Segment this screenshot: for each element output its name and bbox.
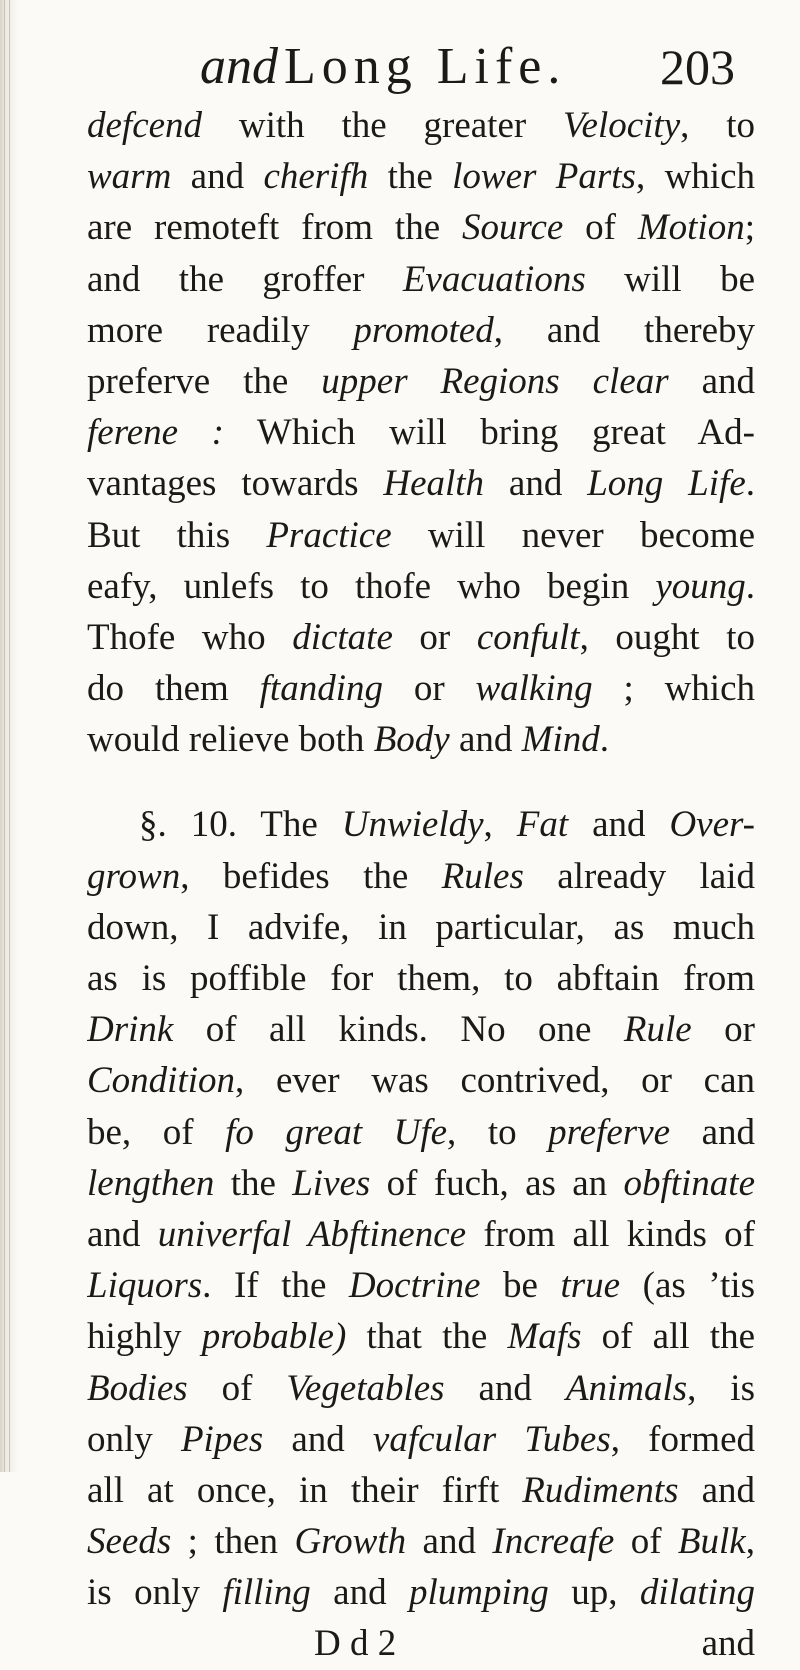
text-run: and [449,719,522,761]
paragraph-2 [87,799,755,1618]
italic-text: Practice [266,514,392,556]
text-run: ; then [171,1521,295,1563]
italic-text: Unwieldy [341,804,484,846]
text-run: only [87,1418,181,1460]
text-line [87,1055,755,1106]
text-run: , to [447,1111,549,1153]
text-run: , [483,804,517,846]
italic-text: Motion [637,207,745,249]
italic-text: dictate [292,616,393,658]
text-run: (as ’tis [620,1265,755,1307]
text-run: and [171,156,264,198]
text-run: as is poffible for them, to abftain from [87,958,755,999]
italic-text: obftinate [623,1162,755,1204]
text-line [87,202,755,253]
text-line [87,561,755,612]
italic-text: filling [222,1572,311,1614]
italic-text: Drink [87,1009,174,1051]
text-run: and [87,1213,158,1255]
text-run: eafy, unlefs to thofe who begin [87,565,656,607]
text-run: do them [87,668,260,710]
italic-text: promoted [353,309,494,351]
text-run: Thofe who [87,616,293,658]
text-run: more readily [87,309,354,351]
italic-text: plumping [409,1572,549,1614]
text-line [87,612,755,663]
gutter-line [4,0,5,1472]
text-line [87,356,755,407]
text-run: with the greater [202,105,564,146]
text-line [87,799,755,850]
text-run: or [382,668,476,710]
text-run: of fuch, as an [370,1162,624,1204]
italic-text: Health [383,463,485,505]
text-run: the [214,1162,293,1204]
text-run: be [480,1265,561,1307]
text-line [87,1004,755,1055]
italic-text: Pipes [180,1418,264,1460]
text-run: But this [87,514,267,556]
text-run: that the [346,1316,508,1358]
text-run: , ought to [579,616,755,658]
italic-text: warm [87,156,172,198]
text-run: up, [548,1572,640,1614]
italic-text: upper Regions clear [321,360,669,402]
text-run: and [310,1572,409,1614]
italic-text: grown [87,855,181,897]
text-run: already laid [523,855,755,897]
text-run: and [568,804,670,846]
page-footer [87,1618,755,1669]
italic-text: Lives [292,1162,371,1204]
text-line [87,953,755,1004]
page-body [87,100,755,1670]
italic-text: Body [373,719,450,761]
text-run: and [678,1469,755,1511]
text-line [87,100,755,151]
text-run: . If the [202,1265,349,1307]
italic-text: Velocity [563,105,681,146]
text-run: and [668,360,755,402]
text-line [87,902,755,953]
text-run: be, of [87,1111,226,1153]
text-run: ; which [592,668,755,710]
italic-text: Seeds [87,1521,172,1563]
text-run: the [368,156,453,198]
text-line [87,1311,755,1362]
italic-text: Source [461,207,564,249]
italic-text: Liquors [87,1265,203,1307]
text-run: , [745,1521,755,1563]
italic-text: walking [475,668,593,710]
text-run: will be [585,258,755,300]
text-run: of [563,207,638,249]
page-number: 203 [660,39,735,95]
text-run: of [614,1521,678,1563]
text-run: and [444,1367,566,1409]
paragraph-gap [87,765,755,799]
italic-text: vafcular Tubes [372,1418,611,1460]
text-line [87,1567,755,1618]
italic-text: true [560,1265,621,1307]
text-run: or [691,1009,755,1051]
text-line [87,1107,755,1158]
text-run: and the groffer [87,258,403,300]
catchword: and [701,1623,755,1665]
text-run: , is [687,1367,755,1409]
text-line [87,407,755,458]
text-run: preferve the [87,360,322,402]
italic-text: Long Life [587,463,746,505]
italic-text: defcend [87,105,203,146]
italic-text: Increafe [492,1521,615,1563]
text-line [87,305,755,356]
text-run: . [745,463,755,505]
italic-text: Bulk [677,1521,746,1563]
italic-text: Over- [669,804,755,846]
text-run: would relieve both [87,719,374,761]
text-run: vantages towards [87,463,384,505]
header-title: Long Life. [284,38,567,95]
italic-text: fo great Ufe [225,1111,448,1153]
text-run: down, I advife, in particular, as much [87,906,755,948]
text-run: and [484,463,588,505]
paragraph-1 [87,100,755,765]
text-line [87,151,755,202]
text-line [87,1516,755,1567]
text-run: , ever was contrived, or can [235,1060,755,1102]
text-run: , befides the [180,855,442,897]
italic-text: Doctrine [348,1265,481,1307]
italic-text: univerfal Abftinence [157,1213,467,1255]
text-line [87,458,755,509]
text-run: or [392,616,477,658]
text-line [87,1158,755,1209]
italic-text: preferve [548,1111,671,1153]
italic-text: dilating [639,1572,755,1614]
italic-text: probable) [201,1316,347,1358]
text-run: , formed [610,1418,755,1460]
text-run: of all kinds. No one [173,1009,624,1051]
italic-text: Fat [516,804,569,846]
text-line [87,510,755,561]
italic-text: cherifh [263,156,369,198]
italic-text: ferene : [87,412,224,454]
text-run: , and thereby [493,309,755,351]
italic-text: Rudiments [522,1469,679,1511]
italic-text: Rule [623,1009,692,1051]
italic-text: lower Parts [452,156,636,198]
text-run: is only [87,1572,223,1614]
italic-text: young [655,565,746,607]
italic-text: Rules [441,855,524,897]
italic-text: Growth [294,1521,407,1563]
text-run: Which will bring great Ad- [223,412,755,454]
text-line [87,254,755,305]
text-line [87,1260,755,1311]
running-header [200,32,760,102]
text-run: of all the [581,1316,755,1358]
text-line [87,1209,755,1260]
text-run: and [670,1111,755,1153]
text-run: , which [635,156,755,198]
text-run: and [406,1521,493,1563]
text-line [87,1414,755,1465]
italic-text: Animals [565,1367,688,1409]
italic-text: ftanding [259,668,383,710]
text-run: , to [680,105,755,146]
text-line [87,1363,755,1414]
signature-mark: D d 2 [314,1623,397,1665]
gutter-line [9,0,10,1472]
text-run: will never become [391,514,755,556]
italic-text: lengthen [87,1162,215,1204]
text-line [87,851,755,902]
italic-text: Condition [87,1060,236,1102]
text-run: from all kinds of [466,1213,755,1255]
text-line [87,1465,755,1516]
text-run: and [263,1418,373,1460]
text-run: . [745,565,755,607]
text-run: highly [87,1316,202,1358]
header-italic: and [200,38,278,95]
text-run: ; [744,207,755,249]
italic-text: Vegetables [286,1367,445,1409]
text-run: all at once, in their firft [87,1469,523,1511]
text-run: . [599,719,610,761]
italic-text: Evacuations [402,258,586,300]
italic-text: Mind [521,719,600,761]
text-run: §. 10. The [139,804,342,846]
italic-text: Bodies [87,1367,188,1409]
text-line [87,663,755,714]
italic-text: Mafs [507,1316,582,1358]
text-run: are remoteft from the [87,207,462,249]
text-line [87,714,755,765]
text-run: of [187,1367,287,1409]
italic-text: confult [476,616,580,658]
